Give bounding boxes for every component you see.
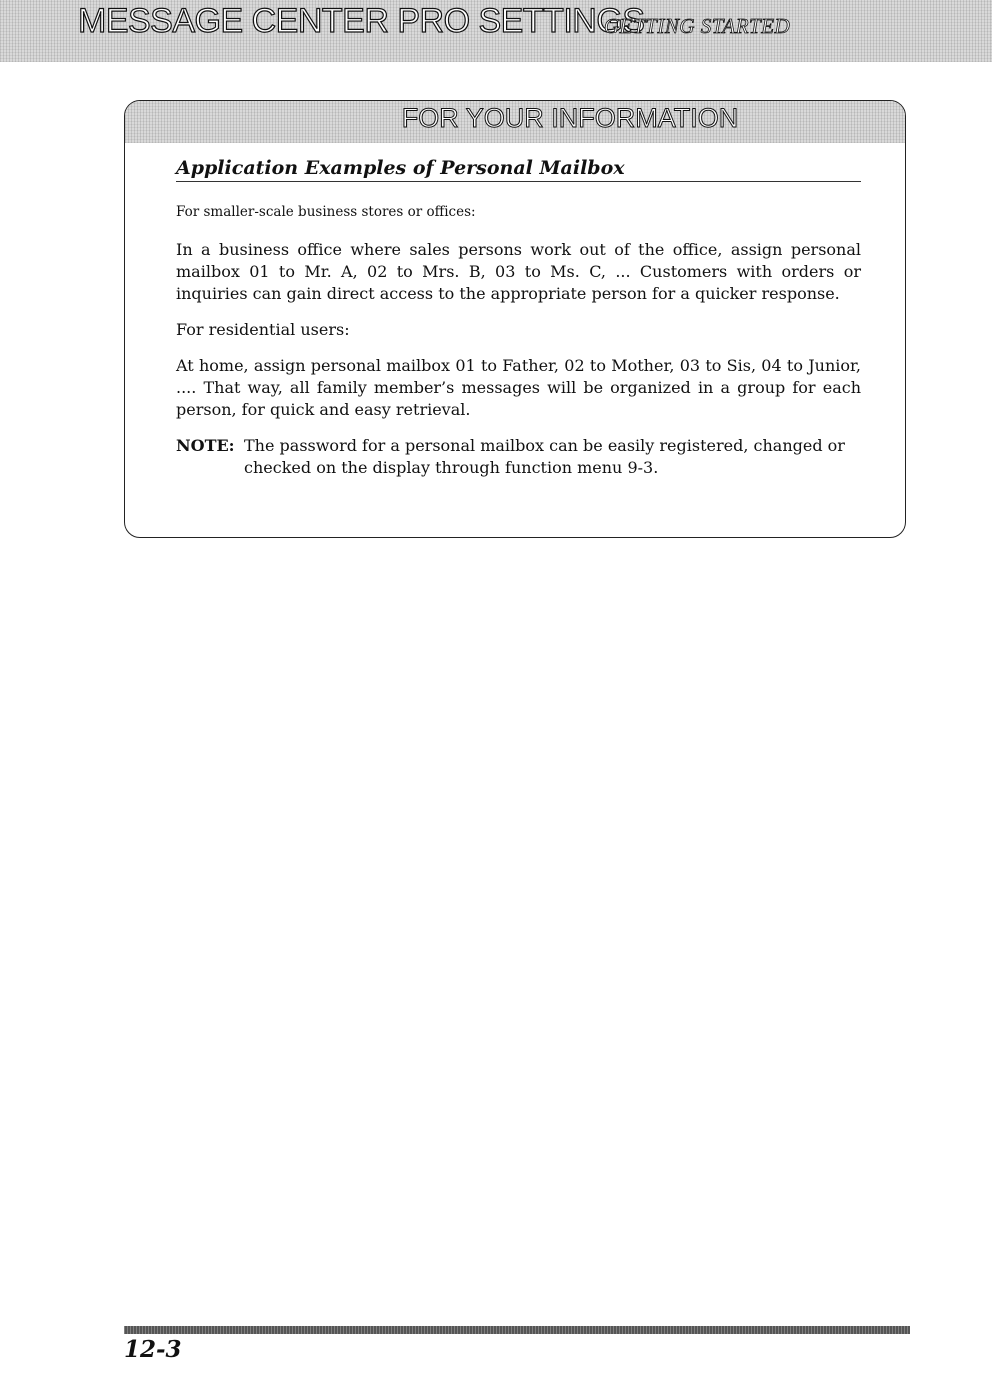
info-banner-title: FOR YOUR INFORMATION (401, 103, 739, 133)
section-heading: Application Examples of Personal Mailbox (176, 157, 861, 182)
note (176, 435, 861, 479)
info-content (176, 201, 861, 479)
paragraph-business-intro: For smaller-scale business stores or offices: (176, 204, 476, 220)
paragraph-residential-intro: For residential users: (176, 320, 350, 339)
note-text: The password for a personal mailbox can be easily registered, changed or checked on the display through function menu 9-3. (244, 436, 845, 477)
page-number: 12-3 (124, 1336, 182, 1363)
info-banner (125, 101, 905, 143)
page-header-title: MESSAGE CENTER PRO SETTINGS (78, 2, 645, 40)
section-title: GETTING STARTED (604, 14, 791, 38)
paragraph-business-example: In a business office where sales persons work out of the office, assign personal mailbox 01 to Mr. A, 02 to Mrs. B, 03 to Ms. C, ... Customers with orders or inquiries can gain direct access to the appropriate person for a quicker response. (176, 240, 861, 303)
header-band (0, 0, 992, 62)
info-box (124, 100, 906, 538)
note-label: NOTE: (176, 436, 235, 455)
footer-rule (124, 1326, 910, 1334)
paragraph-residential-example: At home, assign personal mailbox 01 to Father, 02 to Mother, 03 to Sis, 04 to Junior, .... That way, all family member’s messages will be organized in a group for each person, for quick and easy retrieval. (176, 356, 861, 419)
